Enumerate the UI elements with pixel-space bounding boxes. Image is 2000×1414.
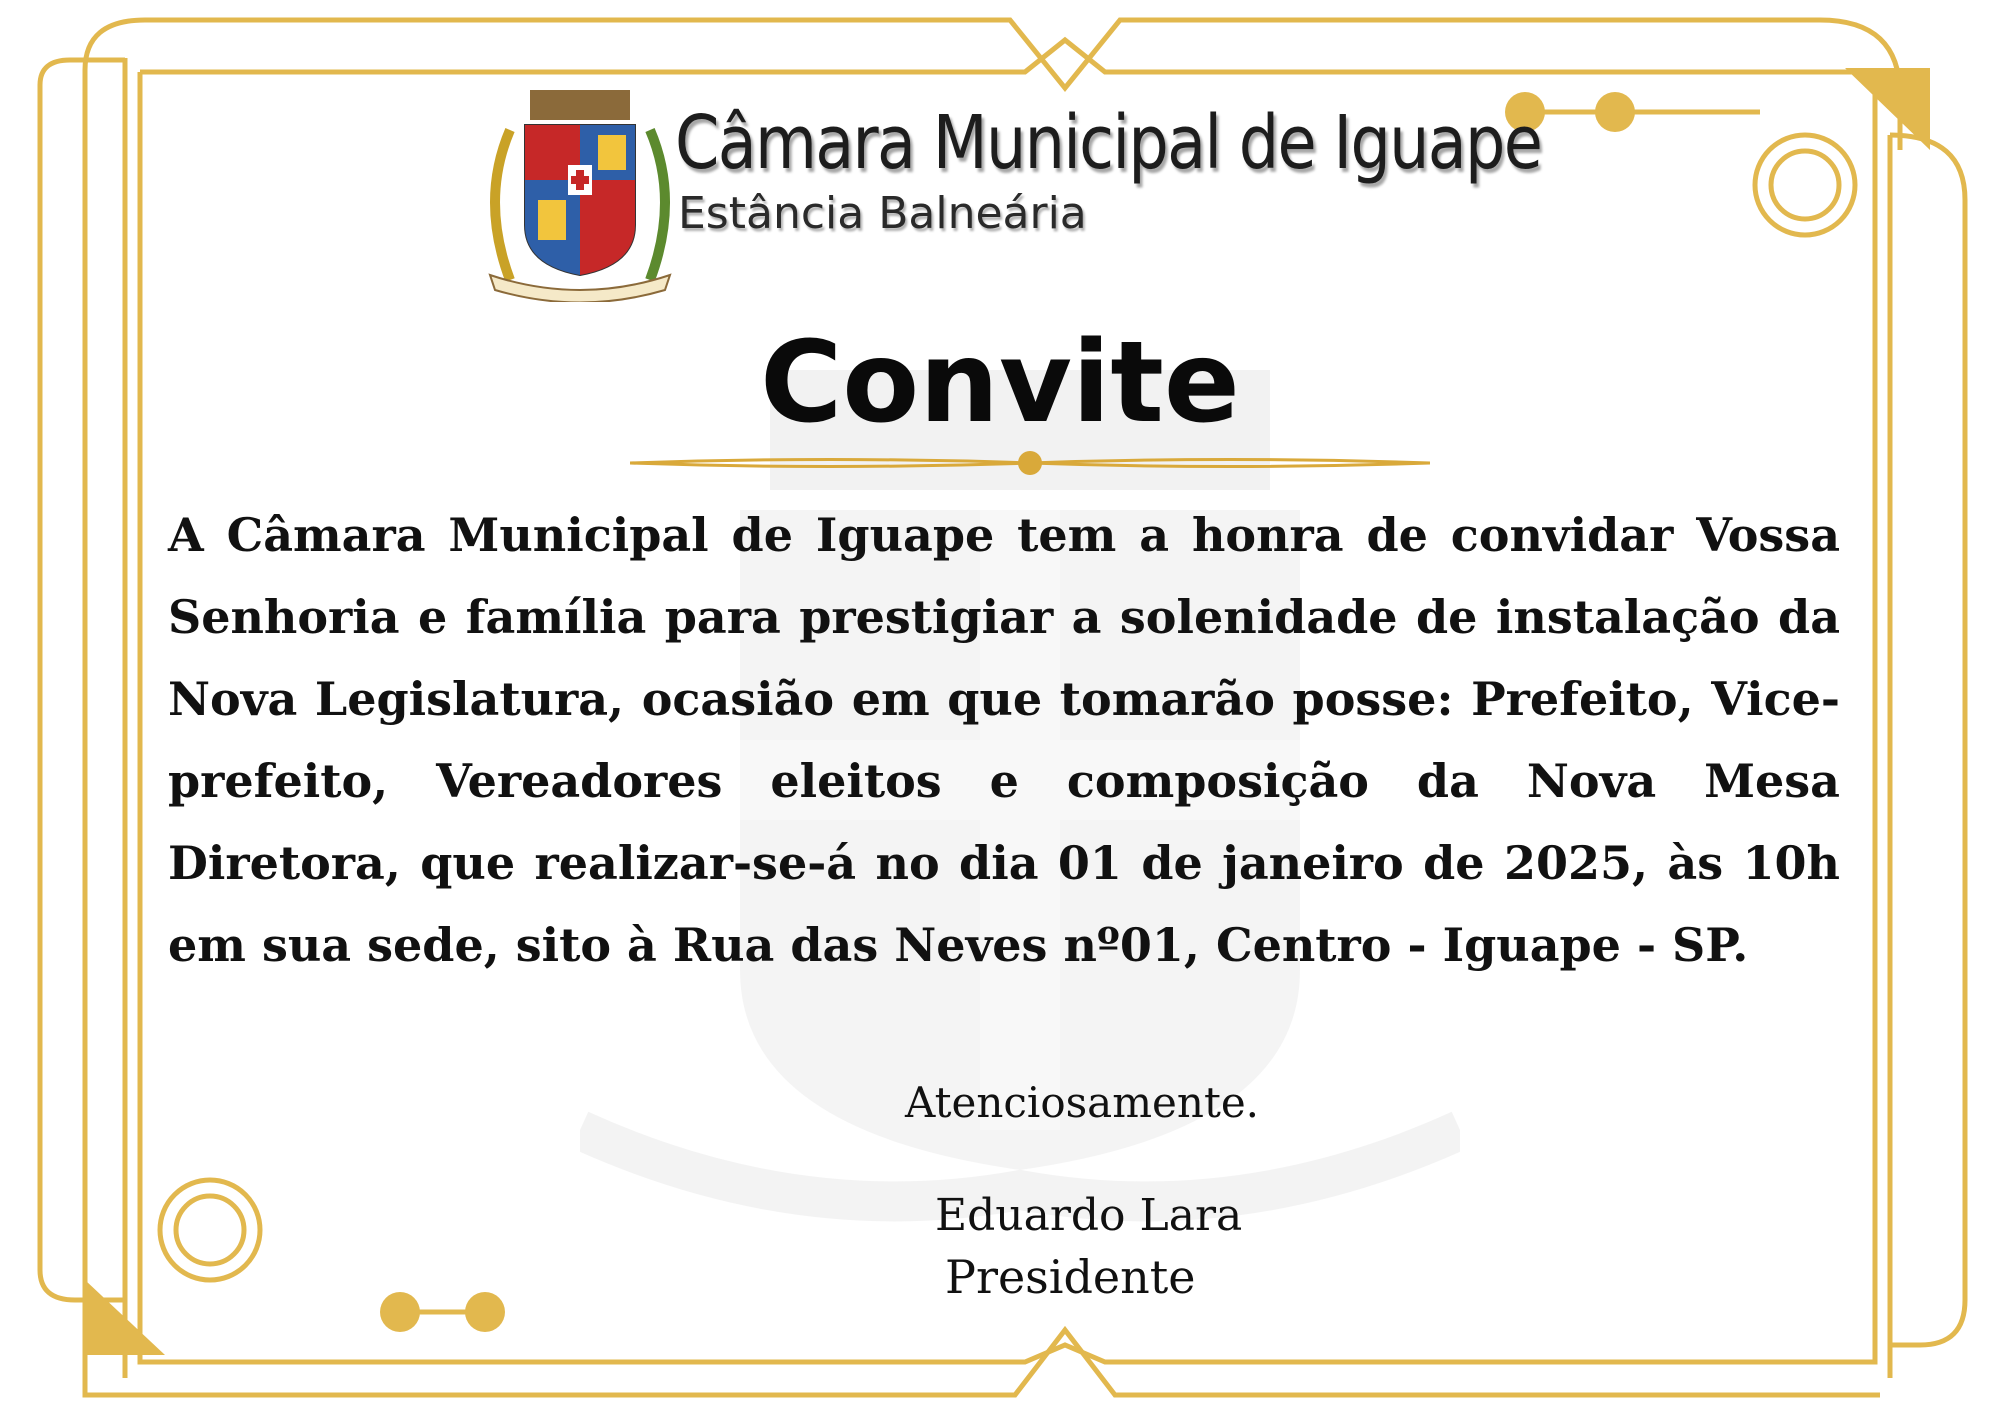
letterhead <box>480 90 1542 310</box>
invitation-body: A Câmara Municipal de Iguape tem a honra de convidar Vossa Senhoria e família para prestigiar a solenidade de instalação da Nova Legislatura, ocasião em que tomarão posse: Prefeito, Vice-prefeito, Vereadores eleitos e composição da Nova Mesa Diretora, que realizar-se-á no dia 01 de janeiro de 2025, às 10h em sua sede, sito à Rua das Neves nº01, Centro - Iguape - SP. <box>168 508 1840 972</box>
institution-subtitle: Estância Balneária <box>678 188 1087 239</box>
closing-salutation: Atenciosamente. <box>905 1078 1260 1127</box>
signer-role: Presidente <box>945 1250 1196 1304</box>
coat-of-arms-logo <box>480 90 680 302</box>
institution-name: Câmara Municipal de Iguape <box>675 100 1542 186</box>
invitation-title: Convite <box>760 318 1240 448</box>
ornamental-divider <box>630 450 1430 476</box>
signer-name: Eduardo Lara <box>935 1190 1243 1241</box>
